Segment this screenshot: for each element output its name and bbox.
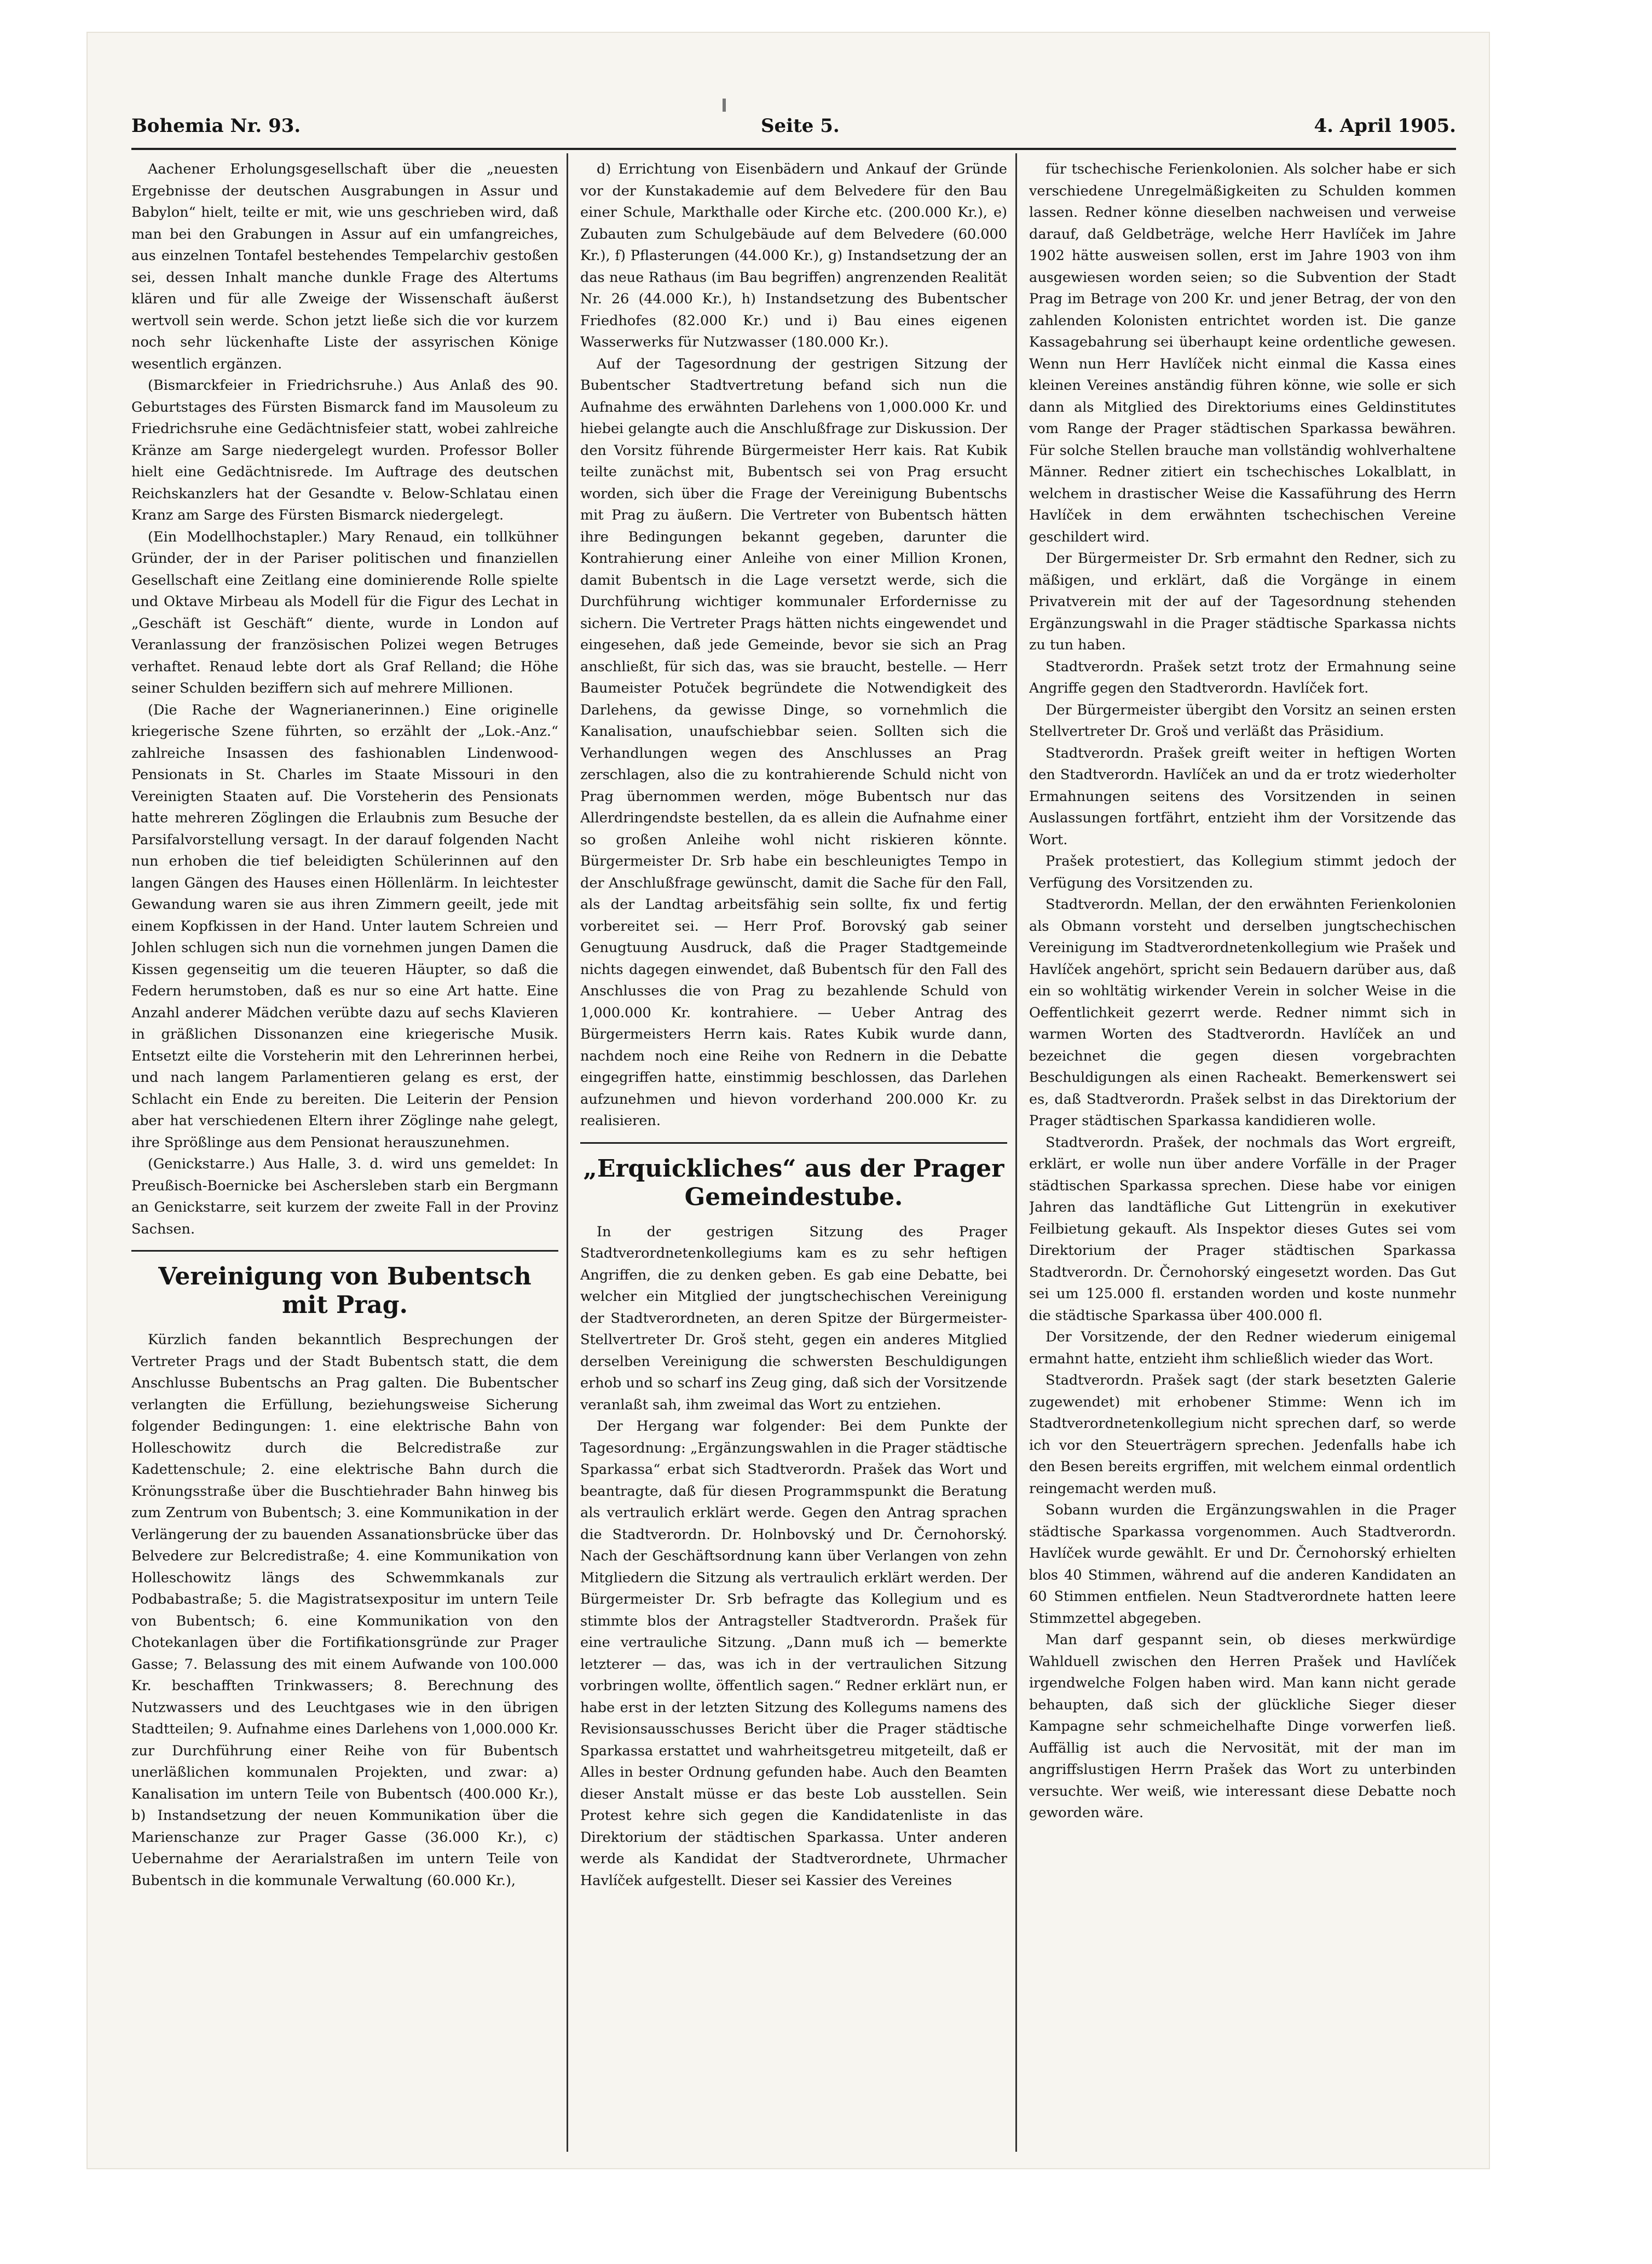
header-page-number: Seite 5. — [761, 115, 840, 137]
paragraph: Man darf gespannt sein, ob dieses merkwürdige Wahlduell zwischen den Herren Prašek und Havlíček irgendwelche Folgen haben wird. Man kann nicht gerade behaupten, daß sich der glückliche Sieger dieser Kampagne sehr schmeichelhafte Dinge vorwerfen ließ. Auffällig ist auch die Nervosität, mit der man im angriffslustigen Herrn Prašek das Wort zu unterbinden versuchte. Wer weiß, wie interessant diese Debatte noch geworden wäre. — [1029, 1632, 1456, 1821]
header-publication: Bohemia Nr. 93. — [131, 115, 301, 137]
column-divider-2 — [1015, 153, 1017, 2152]
paragraph: Der Bürgermeister übergibt den Vorsitz an seinen ersten Stellvertreter Dr. Groš und verläßt das Präsidium. — [1029, 701, 1456, 740]
paragraph: Stadtverordn. Prašek, der nochmals das Wort ergreift, erklärt, er wolle nun über andere Vorfälle in der Prager städtischen Sparkassa sprechen. Diese habe vor einigen Jahren das landtäfliche Gut Littengrün in exekutiver Feilbietung gekauft. Als Inspektor dieses Gutes sei vom Direktorium der Prager städtischen Sparkassa Stadtverordn. Dr. Černohorský eingesetzt worden. Das Gut sei um 125.000 fl. erstanden worden und koste nunmehr die städtische Sparkassa über 400.000 fl. — [1029, 1134, 1456, 1324]
paragraph: Stadtverordn. Prašek sagt (der stark besetzten Galerie zugewendet) mit erhobener Stimme: Wenn ich im Stadtverordnetenkollegium nicht sprechen darf, so werde ich vor den Steuerträgern sprechen. Jedenfalls habe ich den Besen bereits ergriffen, mit welchem einmal ordentlich reingemacht werden muß. — [1029, 1372, 1456, 1497]
header-date: 4. April 1905. — [1314, 115, 1456, 137]
headline-vereinigung: Vereinigung von Bubentsch mit Prag. — [158, 1263, 532, 1319]
article-vereinigung-body: Kürzlich fanden bekanntlich Besprechungen der Vertreter Prags und der Stadt Bubentsch statt, die dem Anschlusse Bubentschs an Prag galten. Die Bubentscher verlangten die Erfüllung, beziehungsweise Sicherung folgender Bedingungen: 1. eine elektrische Bahn von Holleschowitz durch die Belcredistraße zur Kadettenschule; 2. eine elektrische Bahn durch die Krönungsstraße über die Buschtiehrader Bahn hinweg bis zum Zentrum von Bubentsch; 3. eine Kommunikation in der Verlängerung der zu bauenden Assanationsbrücke über das Belvedere zur Belcredistraße; 4. eine Kommunikation von Holleschowitz längs des Schwemmkanals zur Podbabastraße; 5. die Magistratsexpositur im untern Teile von Bubentsch; 6. eine Kommunikation von den Chotekanlagen über die Fortifikationsgründe zur Prager Gasse; 7. Belassung des mit einem Aufwande von 100.000 Kr. beschafften Trinkwassers; 8. Berechnung des Nutzwassers und des Leuchtgases wie in den übrigen Stadtteilen; 9. Aufnahme eines Darlehens von 1,000.000 Kr. zur Durchführung einer Reihe von für Bubentsch unerläßlichen kommunalen Projekten, und zwar: a) Kanalisation im untern Teile von Bubentsch (400.000 Kr.), b) Instandsetzung der neuen Kommunikation über die Marienschanze zur Prager Gasse (36.000 Kr.), c) Uebernahme der Aerarialstraßen im untern Teile von Bubentsch in die kommunale Verwaltung (60.000 Kr.), — [131, 1332, 558, 1889]
paragraph: Der Bürgermeister Dr. Srb ermahnt den Redner, sich zu mäßigen, und erklärt, daß die Vorgänge in einem Privatverein mit der auf der Tagesordnung stehenden Ergänzungswahl in die Prager städtische Sparkassa nichts zu tun haben. — [1029, 550, 1456, 653]
article-wagnerianerinnen: (Die Rache der Wagnerianerinnen.) Eine originelle kriegerische Szene führten, so erzählt der „Lok.-Anz.“ zahlreiche Insassen des fashionablen Lindenwood-Pensionats in St. Charles im Staate Missouri in den Vereinigten Staaten auf. Die Vorsteherin des Pensionats hatte mehreren Zöglingen die Erlaubnis zum Besuche der Parsifalvorstellung versagt. In der darauf folgenden Nacht nun erhoben die tief beleidigten Schülerinnen auf den langen Gängen des Hauses einen Höllenlärm. In leichtester Gewandung waren sie aus ihren Zimmern geeilt, jede mit einem Kopfkissen in der Hand. Unter lautem Schreien und Johlen schlugen sich nun die vornehmen jungen Damen die Kissen gegenseitig um die teueren Häupter, so daß die Federn herumstoben, daß es nur so eine Art hatte. Eine Anzahl anderer Mädchen verübte dazu auf sechs Klavieren in gräßlichen Dissonanzen eine kriegerische Musik. Entsetzt eilte die Vorsteherin mit den Lehrerinnen herbei, und nach langem Parlamentieren gelang es erst, der Schlacht ein Ende zu bereiten. Die Leiterin der Pension aber hat verschiedenen Eltern ihrer Zöglinge nahe gelegt, ihre Sprößlinge aus dem Pensionat herauszunehmen. — [131, 701, 558, 1151]
article-erquickliches-hergang: Der Hergang war folgender: Bei dem Punkte der Tagesordnung: „Ergänzungswahlen in die Prager städtische Sparkassa“ erbat sich Stadtverordn. Prašek das Wort und beantragte, daß für diesen Programmspunkt die Beratung als vertraulich erklärt werde. Gegen den Antrag sprachen die Stadtverordn. Dr. Holnbovský und Dr. Černohorský. Nach der Geschäftsordnung kann über Verlangen von zehn Mitgliedern die Sitzung als vertraulich erklärt werden. Der Bürgermeister Dr. Srb befragte das Kollegium und es stimmte blos der Antragsteller Stadtverordn. Prašek für eine vertrauliche Sitzung. „Dann muß ich — bemerkte letzterer — das, was ich in der vertraulichen Sitzung vorbringen wollte, öffentlich sagen.“ Redner erklärt nun, er habe erst in der letzten Sitzung des Kollegums namens des Revisionsausschusses Bericht über die Prager städtische Sparkassa erstattet und wahrheitsgetreu mitgeteilt, daß er Alles in bester Ordnung gefunden habe. Auch den Beamten dieser Anstalt müsse er das beste Lob ausstellen. Sein Protest kehre sich gegen die Kandidatenliste in das Direktorium der städtischen Sparkassa. Unter anderen werde als Kandidat der Stadtverordnete, Uhrmacher Havlíček aufgestellt. Dieser sei Kassier des Vereines — [580, 1418, 1007, 1889]
header-rule — [131, 148, 1456, 150]
section-separator — [131, 1250, 558, 1252]
page-header — [131, 110, 1456, 148]
column-1 — [131, 159, 558, 2152]
paragraph: Sobann wurden die Ergänzungswahlen in die Prager städtische Sparkassa vorgenommen. Auch Stadtverordn. Havlíček wurde gewählt. Er und Dr. Černohorský erhielten blos 40 Stimmen, während auf die anderen Kandidaten an 60 Stimmen entfielen. Neun Stadtverordnete hatten leere Stimmzettel abgegeben. — [1029, 1502, 1456, 1627]
article-vereinigung-continued: d) Errichtung von Eisenbädern und Ankauf der Gründe vor der Kunstakademie auf dem Belvedere für den Bau einer Schule, Markthalle oder Kirche etc. (200.000 Kr.), e) Zubauten zum Schulgebäude auf dem Belvedere (60.000 Kr.), f) Pflasterungen (44.000 Kr.), g) Instandsetzung der an das neue Rathaus (im Bau begriffen) angrenzenden Realität Nr. 26 (44.000 Kr.), h) Instandsetzung des Bubentscher Friedhofes (82.000 Kr.) und i) Bau eines eigenen Wasserwerks für Nutzwasser (180.000 Kr.). — [580, 161, 1007, 350]
paragraph: Prašek protestiert, das Kollegium stimmt jedoch der Verfügung des Vorsitzenden zu. — [1029, 853, 1456, 891]
article-assur: Aachener Erholungsgesellschaft über die „neuesten Ergebnisse der deutschen Ausgrabungen in Assur und Babylon“ hielt, teilte er mit, wie uns geschrieben wird, daß man bei den Grabungen in Assur auf ein umfangreiches, aus einzelnen Tontafel bestehendes Tempelarchiv gestoßen sei, dessen Inhalt manche dunkle Frage des Altertums klären und für alle Zweige der Wissenschaft äußerst wertvoll sein werde. Schon jetzt ließe sich die vor kurzem noch sehr lückenhafte Liste der assyrischen Könige wesentlich ergänzen. — [131, 161, 558, 372]
article-stadtvertretung: Auf der Tagesordnung der gestrigen Sitzung der Bubentscher Stadtvertretung befand sich nun die Aufnahme des erwähnten Darlehens von 1,000.000 Kr. und hiebei gelangte auch die Anschlußfrage zur Diskussion. Der den Vorsitz führende Bürgermeister Herr kais. Rat Kubik teilte zunächst mit, Bubentsch sei von Prag ersucht worden, sich über die Frage der Vereinigung Bubentschs mit Prag zu äußern. Die Vertreter von Bubentsch hätten ihre Bedingungen bekannt gegeben, darunter die Kontrahierung einer Anleihe von einer Million Kronen, damit Bubentsch in die Lage versetzt werde, sich die Durchführung wichtiger kommunaler Erfordernisse zu sichern. Die Vertreter Prags hätten nichts eingewendet und eingesehen, daß jede Gemeinde, bevor sie sich an Prag anschließt, für sich das, was sie braucht, bestelle. — Herr Baumeister Potuček begründete die Notwendigkeit des Darlehens, da gewisse Dinge, so vornehmlich die Kanalisation, unaufschiebbar seien. Sollten sich die Verhandlungen wegen des Anschlusses an Prag zerschlagen, also die zu kontrahierende Schuld nicht von Prag übernommen werden, möge Bubentsch nur das Allerdringendste bestellen, da es allein die Aufnahme einer so großen Anleihe wohl nicht riskieren könnte. Bürgermeister Dr. Srb habe ein beschleunigtes Tempo in der Anschlußfrage gewünscht, damit die Sache für den Fall, als der Landtag arbeitsfähig sein sollte, fix und fertig vorbereitet sei. — Herr Prof. Borovský gab seiner Genugtuung Ausdruck, daß die Prager Stadtgemeinde nichts dagegen einwendet, daß Bubentsch für den Fall des Anschlusses die von Prag zu bezahlende Schuld von 1,000.000 Kr. kontrahiere. — Ueber Antrag des Bürgermeisters Herrn kais. Rates Kubik wurde dann, nachdem noch eine Reihe von Rednern in die Debatte eingegriffen hatte, einstimmig beschlossen, das Darlehen aufzunehmen und hievon vorderhand 200.000 Kr. zu realisieren. — [580, 355, 1007, 1129]
paragraph: Der Vorsitzende, der den Redner wiederum einigemal ermahnt hatte, entzieht ihm schließlich wieder das Wort. — [1029, 1329, 1456, 1367]
column-divider-1 — [567, 153, 568, 2152]
paragraph: Stadtverordn. Prašek setzt trotz der Ermahnung seine Angriffe gegen den Stadtverordn. Havlíček fort. — [1029, 658, 1456, 696]
column-2 — [580, 159, 1007, 2152]
article-erquickliches-intro: In der gestrigen Sitzung des Prager Stadtverordnetenkollegiums kam es zu sehr heftigen Angriffen, die zu denken geben. Es gab eine Debatte, bei welcher ein Mitglied der jungtschechischen Vereinigung der Stadtverordneten, an deren Spitze der Bürgermeister-Stellvertreter Dr. Groš steht, gegen ein anderes Mitglied derselben Vereinigung die schwersten Beschuldigungen erhob und so scharf ins Zeug ging, daß sich der Vorsitzende veranlaßt sah, ihm zweimal das Wort zu entziehen. — [580, 1223, 1007, 1413]
newspaper-page — [88, 33, 1489, 2168]
column-3 — [1029, 159, 1456, 2152]
paragraph: Stadtverordn. Mellan, der den erwähnten Ferienkolonien als Obmann vorsteht und derselben jungtschechischen Vereinigung im Stadtverordnetenkollegium wie Prašek und Havlíček angehört, spricht sein Bedauern darüber aus, daß ein so wohltätig wirkender Verein in solcher Weise in die Oeffentlichkeit gezerrt werde. Redner nimmt sich in warmen Worten des Stadtverordn. Havlíček an und bezeichnet die gegen diesen vorgebrachten Beschuldigungen als einen Racheakt. Bemerkenswert sei es, daß Stadtverordn. Prašek selbst in das Direktorium der Prager städtischen Sparkassa kandidieren wolle. — [1029, 896, 1456, 1129]
paragraph: für tschechische Ferienkolonien. Als solcher habe er sich verschiedene Unregelmäßigkeiten zu Schulden kommen lassen. Redner könne dieselben nachweisen und verweise darauf, daß Geldbeträge, welche Herr Havlíček im Jahre 1902 hätte ausweisen sollen, erst im Jahre 1903 von ihm ausgewiesen worden seien; so die Subvention der Stadt Prag im Betrage von 200 Kr. und jener Betrag, der von den zahlenden Kolonisten entrichtet worden ist. Die ganze Kassagebahrung sei überhaupt keine ordentliche gewesen. Wenn nun Herr Havlíček nicht einmal die Kassa eines kleinen Vereines anständig führen könne, wie solle er sich dann als Mitglied des Direktoriums eines Geldinstitutes vom Range der Prager städtischen Sparkassa bewähren. Für solche Stellen brauche man vollständig wohlverhaltene Männer. Redner zitiert ein tschechisches Lokalblatt, in welchem in drastischer Weise die Kassaführung des Herrn Havlíček in dem erwähnten tschechischen Vereine geschildert wird. — [1029, 161, 1456, 545]
paragraph: Stadtverordn. Prašek greift weiter in heftigen Worten den Stadtverordn. Havlíček an und da er trotz wiederholter Ermahnungen seitens des Vorsitzenden in seinen Auslassungen fortfährt, entzieht ihm der Vorsitzende das Wort. — [1029, 745, 1456, 848]
headline-erquickliches: „Erquickliches“ aus der Prager Gemeindestube. — [583, 1154, 1004, 1211]
article-modellhochstapler: (Ein Modellhochstapler.) Mary Renaud, ein tollkühner Gründer, der in der Pariser politischen und finanziellen Gesellschaft eine Zeitlang eine dominierende Rolle spielte und Oktave Mirbeau als Modell für die Figur des Lechat in „Geschäft ist Geschäft“ diente, wurde in London auf Veranlassung der französischen Polizei wegen Betruges verhaftet. Renaud lebte dort als Graf Relland; die Höhe seiner Schulden beziffern sich auf mehrere Millionen. — [131, 528, 558, 696]
article-genickstarre: (Genickstarre.) Aus Halle, 3. d. wird uns gemeldet: In Preußisch-Boernicke bei Aschersleben starb ein Bergmann an Genickstarre, seit kurzem der zweite Fall in der Provinz Sachsen. — [131, 1156, 558, 1237]
section-separator — [580, 1142, 1007, 1144]
article-bismarckfeier: (Bismarckfeier in Friedrichsruhe.) Aus Anlaß des 90. Geburtstages des Fürsten Bismarck fand im Mausoleum zu Friedrichsruhe eine Gedächtnisfeier statt, wobei zahlreiche Kränze am Sarge niedergelegt wurden. Professor Boller hielt eine Gedächtnisrede. Im Auftrage des deutschen Reichskanzlers hat der Gesandte v. Below-Schlatau einen Kranz am Sarge des Fürsten Bismarck niedergelegt. — [131, 377, 558, 523]
